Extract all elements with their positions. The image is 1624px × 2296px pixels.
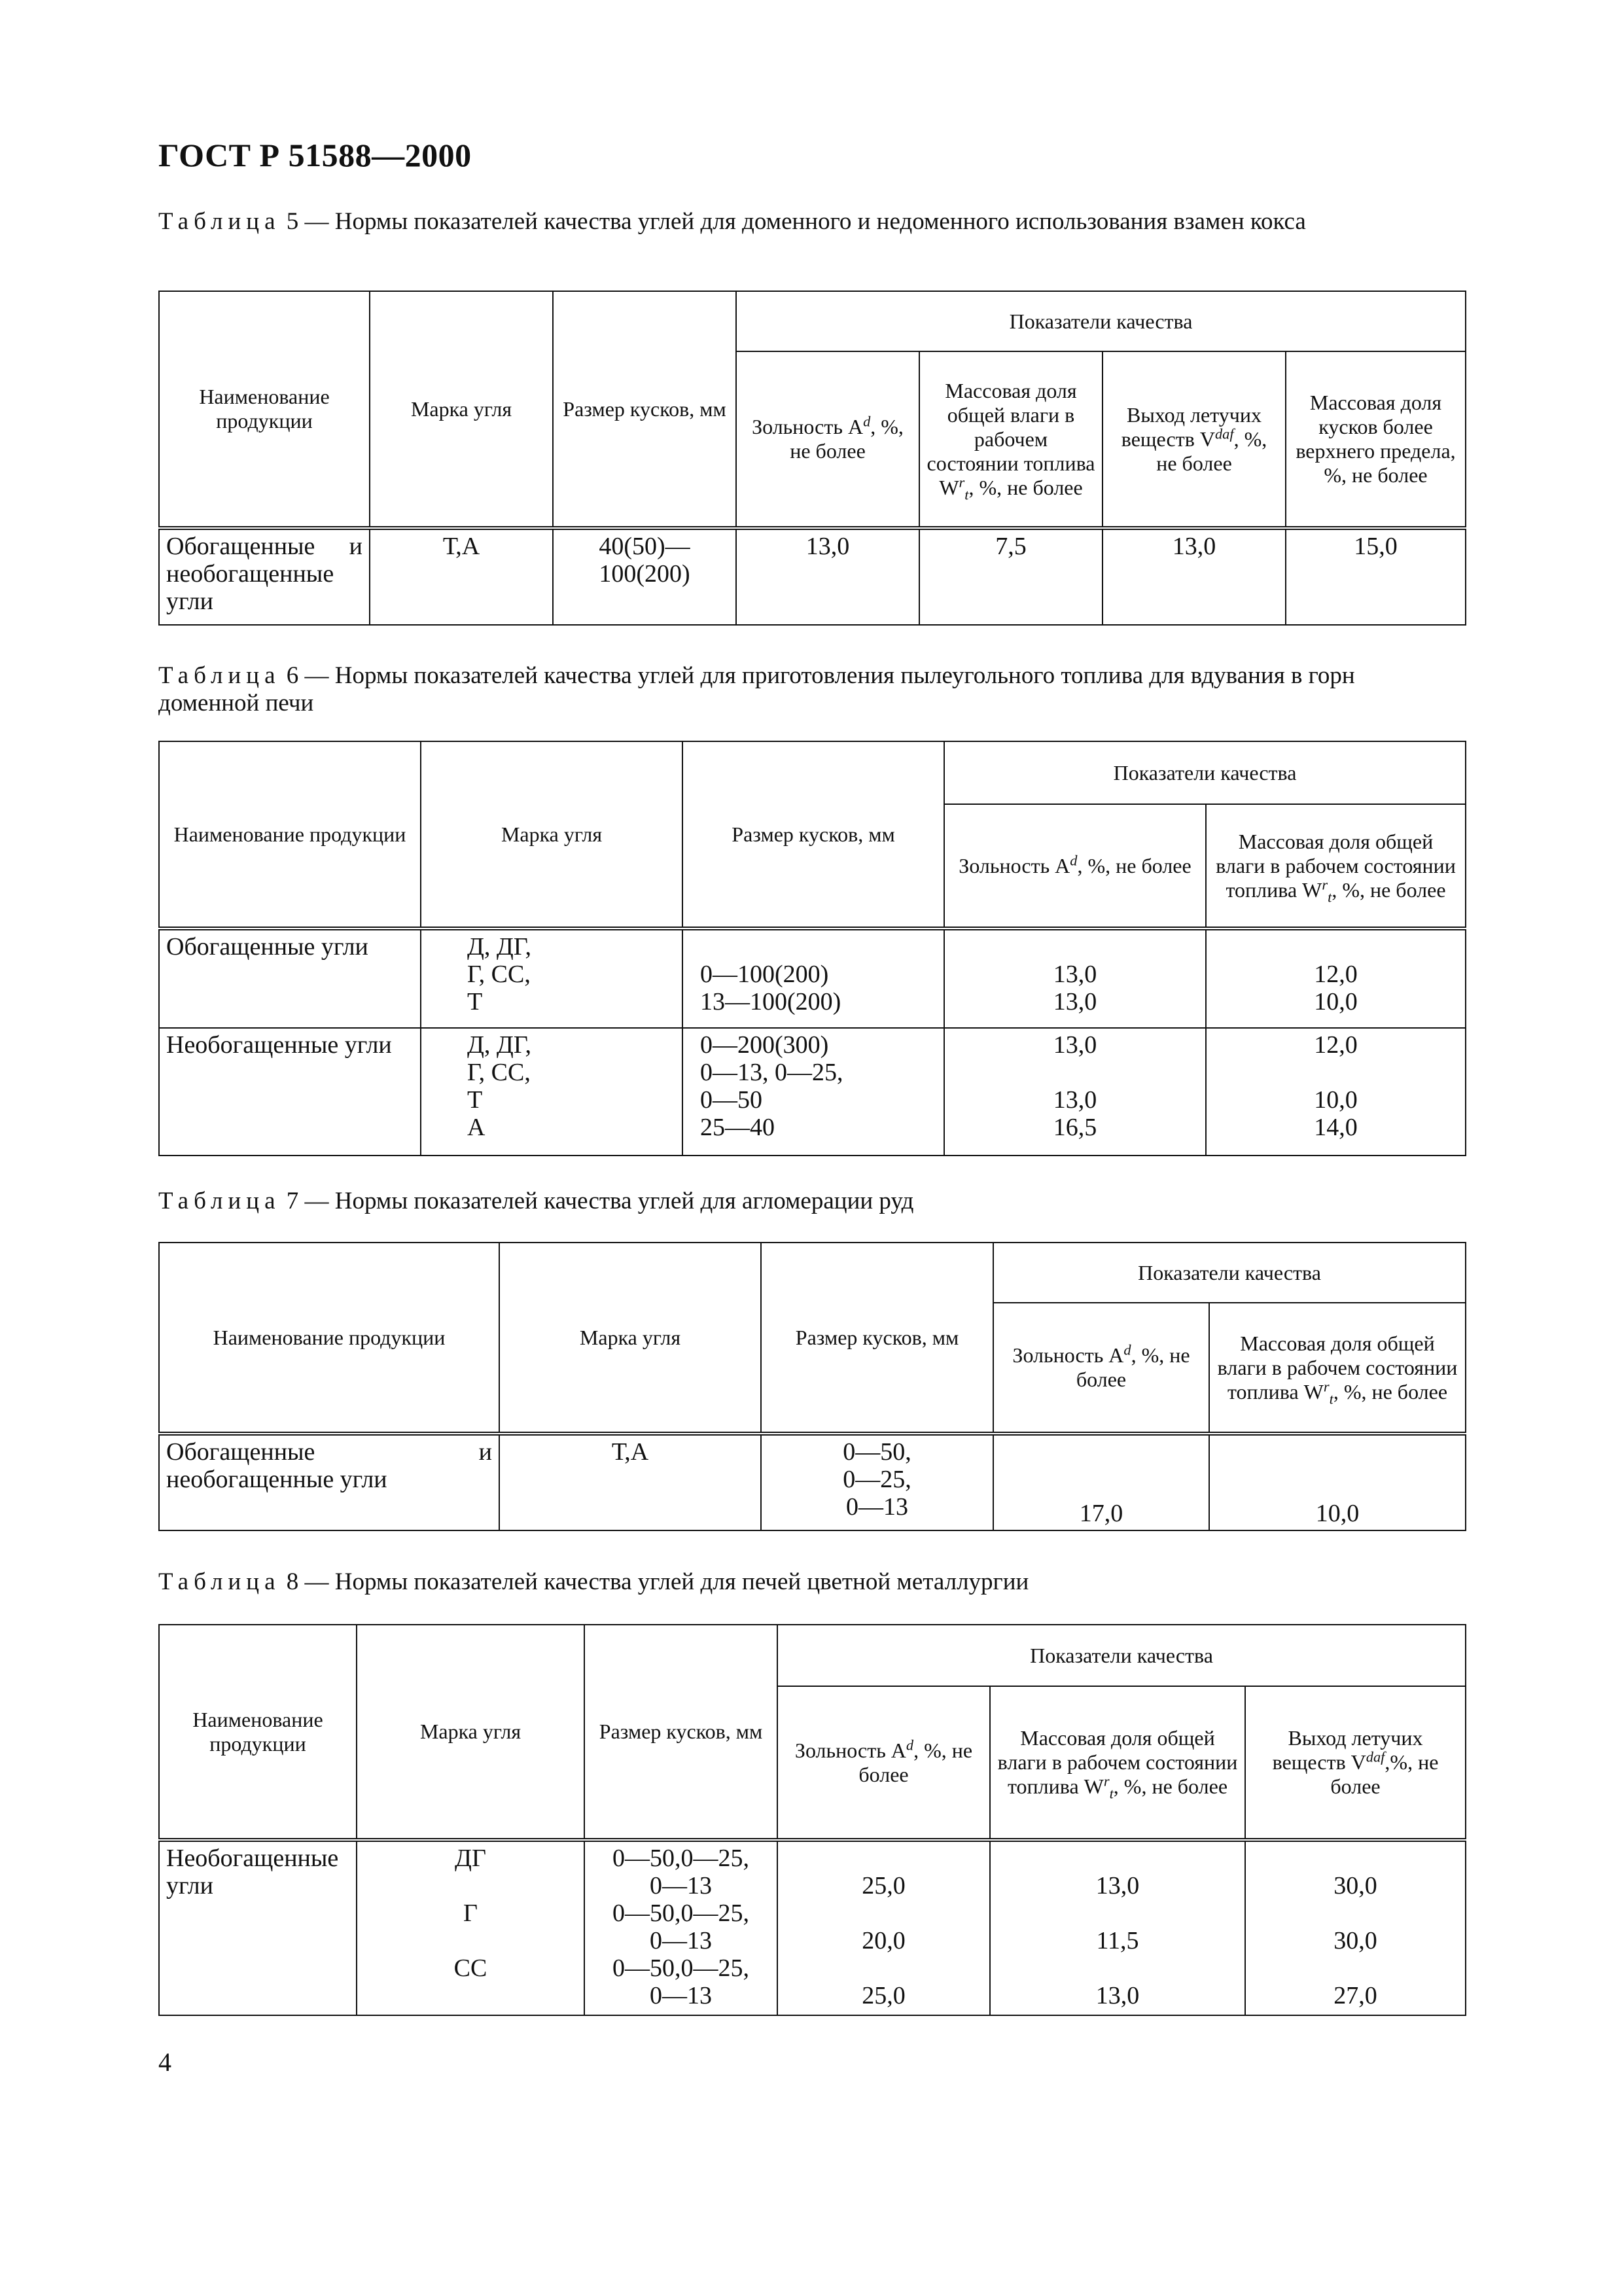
table6-cell-moisture: 12,0 10,0 14,0 — [1206, 1028, 1466, 1156]
table5-cell-ash: 13,0 — [736, 528, 919, 625]
table6-header-grade: Марка угля — [421, 741, 682, 928]
table6-cell-product: Обогащенные угли — [159, 928, 421, 1028]
table6-cell-size: 0—200(300) 0—13, 0—25, 0—50 25—40 — [682, 1028, 944, 1156]
table8-header-product: Наименование продукции — [159, 1625, 357, 1840]
table6-cell-grade: Д, ДГ, Г, СС, Т А — [421, 1028, 682, 1156]
table6-caption — [158, 662, 1447, 717]
table5 — [158, 291, 1466, 626]
table6-cell-grade: Д, ДГ, Г, СС, Т — [421, 928, 682, 1028]
table8-label: Таблица — [158, 1568, 281, 1595]
table8 — [158, 1624, 1466, 2016]
table7-cell-size: 0—50, 0—25, 0—13 — [761, 1434, 993, 1530]
table8-cell-ash: 25,0 20,0 25,0 — [777, 1840, 990, 2015]
table6-cell-size: 0—100(200) 13—100(200) — [682, 928, 944, 1028]
table5-header-moisture: Массовая доля общей влаги в рабочем состоянии топлива $W^r_t$, %, не более — [919, 351, 1103, 528]
table7-label: Таблица — [158, 1188, 281, 1214]
table8-cell-product: Необогащенные угли — [159, 1840, 357, 2015]
table7-cell-grade: Т,А — [499, 1434, 761, 1530]
table6-title: 6 — Нормы показателей качества углей для приготовления пылеугольного топлива для вдувания в горн доменной печи — [158, 662, 1355, 716]
table7-title: 7 — Нормы показателей качества углей для агломерации руд — [286, 1188, 914, 1214]
table6-cell-ash: 13,0 13,0 16,5 — [944, 1028, 1206, 1156]
table7-cell-product: Обогащенные и необогащенные угли — [159, 1434, 499, 1530]
table8-cell-moisture: 13,0 11,5 13,0 — [990, 1840, 1245, 2015]
table6-header-product: Наименование продукции — [159, 741, 421, 928]
table7-header-grade: Марка угля — [499, 1243, 761, 1434]
table5-header-grade: Марка угля — [370, 291, 553, 528]
table6-header-moisture: Массовая доля общей влаги в рабочем состоянии топлива $W^r_t$, %, не более — [1206, 804, 1466, 928]
table7-cell-ash: 17,0 — [993, 1434, 1209, 1530]
table5-cell-volatile: 13,0 — [1103, 528, 1286, 625]
table8-title: 8 — Нормы показателей качества углей для печей цветной металлургии — [286, 1568, 1029, 1595]
table7-header-size: Размер кусков, мм — [761, 1243, 993, 1434]
document-title: ГОСТ Р 51588—2000 — [158, 137, 472, 173]
table7-header-ash: Зольность $A^d$, %, не более — [993, 1303, 1209, 1434]
table-row — [159, 528, 1466, 625]
table6-cell-moisture: 12,0 10,0 — [1206, 928, 1466, 1028]
table6-header-ash: Зольность $A^d$, %, не более — [944, 804, 1206, 928]
table5-header-size: Размер кусков, мм — [553, 291, 736, 528]
table8-cell-volatile: 30,0 30,0 27,0 — [1245, 1840, 1466, 2015]
table6-header-quality: Показатели качества — [944, 741, 1466, 804]
table5-cell-pieces: 15,0 — [1286, 528, 1466, 625]
table5-cell-grade: Т,А — [370, 528, 553, 625]
table6-cell-ash: 13,0 13,0 — [944, 928, 1206, 1028]
table5-title: 5 — Нормы показателей качества углей для доменного и недоменного использования взамен кокса — [286, 208, 1306, 235]
table-row — [159, 1434, 1466, 1530]
table7-cell-moisture: 10,0 — [1209, 1434, 1466, 1530]
table5-caption — [158, 208, 1447, 236]
table8-header-grade: Марка угля — [357, 1625, 584, 1840]
table5-header-pieces: Массовая доля кусков более верхнего предела, %, не более — [1286, 351, 1466, 528]
table5-cell-product: Обогащенные и необогащенные угли — [159, 528, 370, 625]
page-number: 4 — [158, 2047, 171, 2077]
table5-header-ash: Зольность $A^d$, %, не более — [736, 351, 919, 528]
table7-caption — [158, 1188, 1447, 1215]
table-row — [159, 928, 1466, 1028]
table8-header-volatile: Выход летучих веществ $V^{daf},\%$, не более — [1245, 1686, 1466, 1840]
table8-header-quality: Показатели качества — [777, 1625, 1466, 1686]
table-row — [159, 1028, 1466, 1156]
table6-label: Таблица — [158, 662, 281, 689]
table8-cell-grade: ДГ Г СС — [357, 1840, 584, 2015]
table8-cell-size: 0—50,0—25, 0—13 0—50,0—25, 0—13 0—50,0—25, 0—13 — [584, 1840, 777, 2015]
table6-header-size: Размер кусков, мм — [682, 741, 944, 928]
table8-caption — [158, 1568, 1447, 1596]
table5-cell-moisture: 7,5 — [919, 528, 1103, 625]
table5-cell-size: 40(50)— 100(200) — [553, 528, 736, 625]
table8-header-moisture: Массовая доля общей влаги в рабочем состоянии топлива $W^r_t$, %, не более — [990, 1686, 1245, 1840]
table6-cell-product: Необогащенные угли — [159, 1028, 421, 1156]
table5-header-volatile: Выход летучих веществ $V^{daf}$, %, не более — [1103, 351, 1286, 528]
table7-header-product: Наименование продукции — [159, 1243, 499, 1434]
table5-label: Таблица — [158, 208, 281, 235]
table6 — [158, 741, 1466, 1156]
table7 — [158, 1242, 1466, 1531]
table7-header-quality: Показатели качества — [993, 1243, 1466, 1303]
table5-header-quality: Показатели качества — [736, 291, 1466, 351]
table8-header-size: Размер кусков, мм — [584, 1625, 777, 1840]
table7-header-moisture: Массовая доля общей влаги в рабочем состоянии топлива $W^r_t$, %, не более — [1209, 1303, 1466, 1434]
table5-header-product: Наименование продукции — [159, 291, 370, 528]
table8-header-ash: Зольность $A^d$, %, не более — [777, 1686, 990, 1840]
table-row — [159, 1840, 1466, 2015]
